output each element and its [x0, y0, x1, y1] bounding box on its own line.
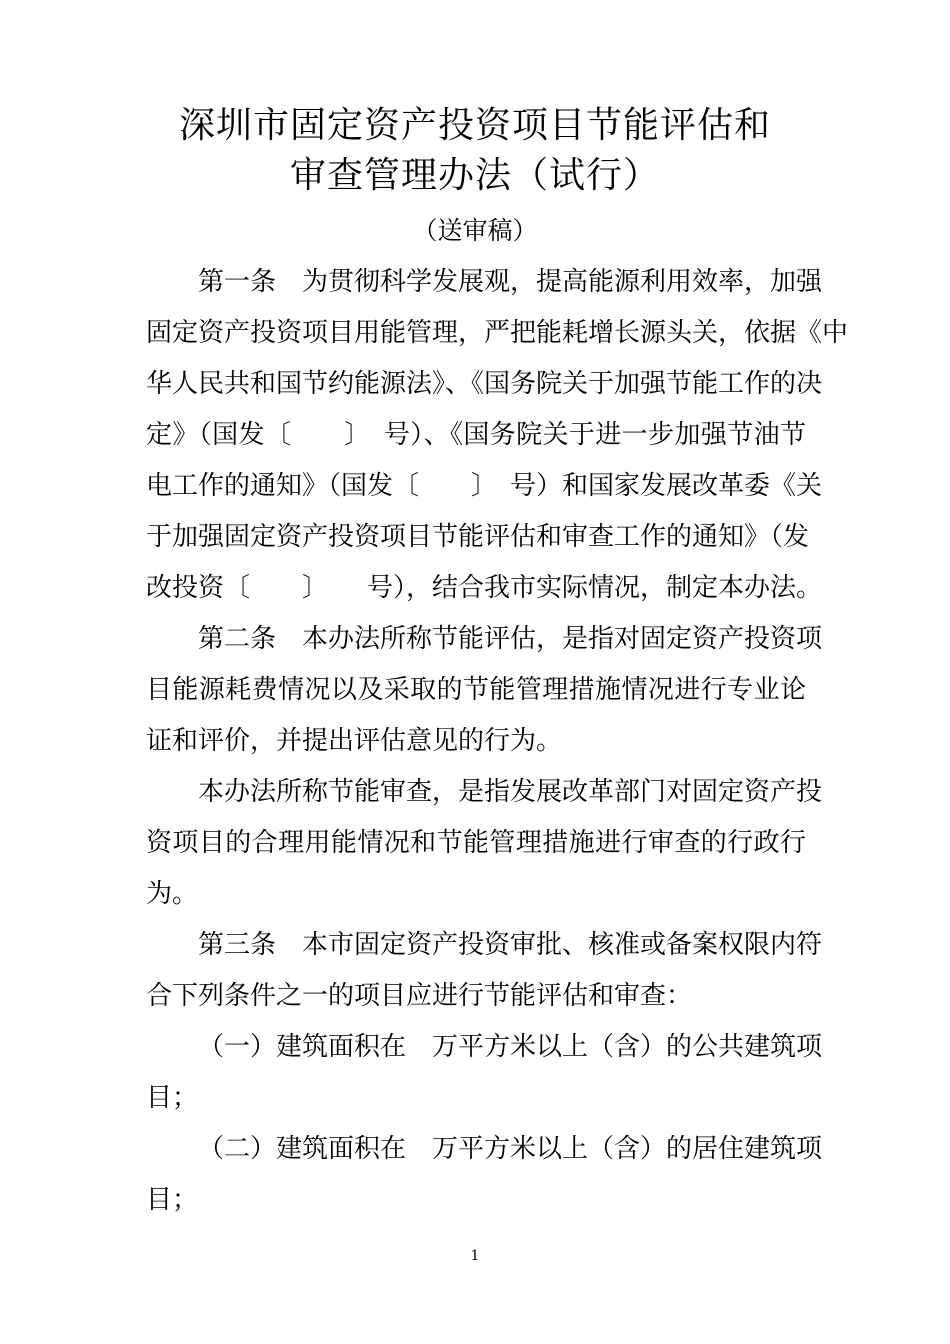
paragraph-line: 固定资产投资项目用能管理，严把能耗增长源头关，依据《中 [146, 318, 849, 348]
document-subtitle: （送审稿） [412, 216, 538, 245]
paragraph-line: 华人民共和国节约能源法》、《国务院关于加强节能工作的决 [146, 369, 823, 399]
paragraph-line: 目能源耗费情况以及采取的节能管理措施情况进行专业论 [146, 675, 806, 705]
document-title-line-2: 审查管理办法（试行） [289, 155, 660, 196]
paragraph-line: 改投资〔 〕 号），结合我市实际情况，制定本办法。 [146, 573, 823, 603]
document-title-line-1: 深圳市固定资产投资项目节能评估和 [178, 105, 771, 146]
paragraph-line: 本办法所称节能审查，是指发展改革部门对固定资产投 [198, 777, 823, 807]
paragraph-line: 为。 [146, 879, 199, 909]
paragraph-line: 合下列条件之一的项目应进行节能评估和审查： [146, 981, 693, 1011]
paragraph-line: （二）建筑面积在 万平方米以上（含）的居住建筑项 [198, 1134, 823, 1164]
paragraph-line: 目； [146, 1185, 199, 1215]
paragraph-line: 定》（国发〔 〕 号）、《国务院关于进一步加强节油节 [146, 420, 806, 450]
paragraph-line: 目； [146, 1083, 199, 1113]
paragraph-line: （一）建筑面积在 万平方米以上（含）的公共建筑项 [198, 1032, 823, 1062]
paragraph-line: 于加强固定资产投资项目节能评估和审查工作的通知》（发 [146, 522, 810, 552]
paragraph-line: 第一条 为贯彻科学发展观，提高能源利用效率，加强 [198, 267, 823, 297]
paragraph-line: 证和评价，并提出评估意见的行为。 [146, 726, 563, 756]
paragraph-line: 资项目的合理用能情况和节能管理措施进行审查的行政行 [146, 828, 806, 858]
page-number: 1 [470, 1248, 480, 1264]
paragraph-line: 电工作的通知》（国发〔 〕 号）和国家发展改革委《关 [146, 471, 823, 501]
paragraph-line: 第二条 本办法所称节能评估，是指对固定资产投资项 [198, 624, 823, 654]
paragraph-line: 第三条 本市固定资产投资审批、核准或备案权限内符 [198, 930, 823, 960]
